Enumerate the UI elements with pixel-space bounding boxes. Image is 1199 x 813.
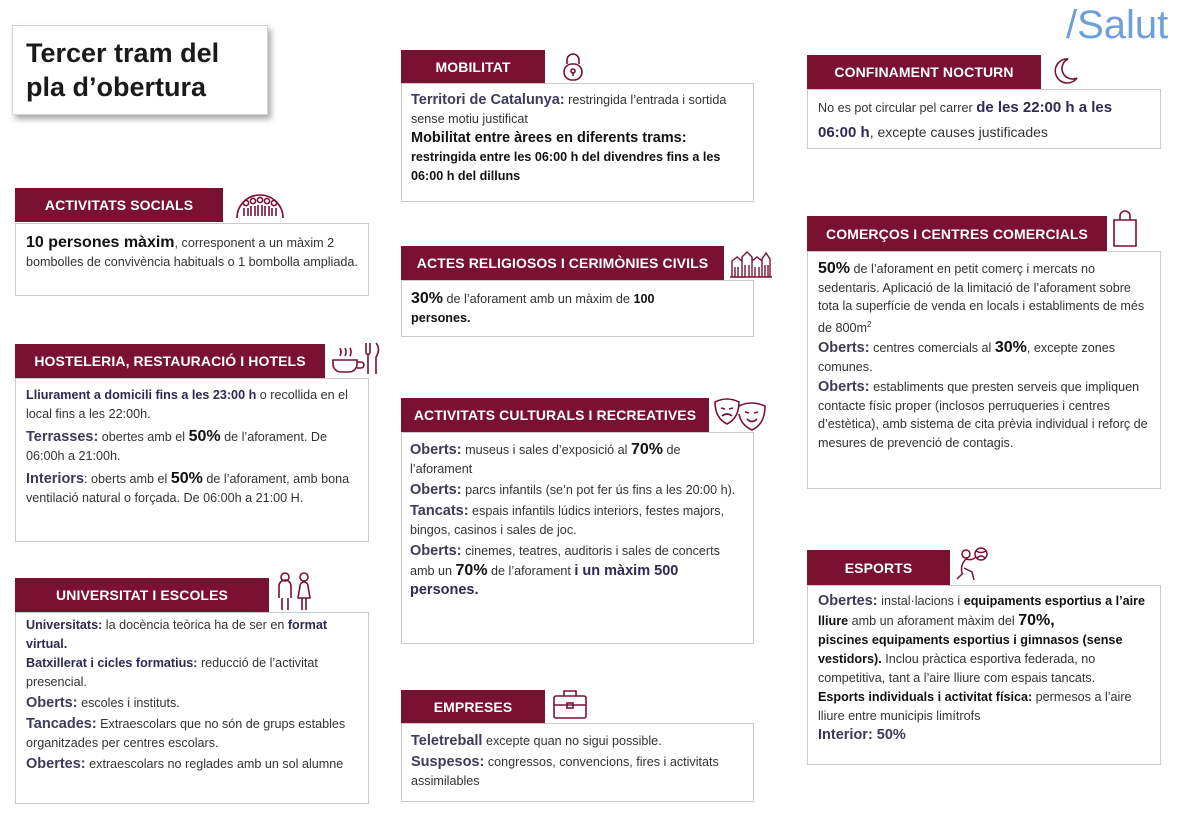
univ-text-5: extraescolars no reglades amb un sol alumne bbox=[85, 757, 344, 771]
univ-label-1: Universitats: bbox=[26, 618, 103, 632]
mobil-strong-3: restringida entre les 06:00 h del divendres fins a les 06:00 h del dilluns bbox=[411, 150, 721, 183]
empr-text-2: congressos, convencions, fires i activitats assimilables bbox=[411, 755, 719, 788]
comer-body bbox=[818, 260, 1151, 452]
cult-pct-1: 70% bbox=[630, 441, 664, 458]
confi-text-1: No es pot circular pel carrer bbox=[818, 101, 977, 115]
comer-label-2: Oberts: bbox=[818, 340, 870, 357]
cult-text-4b: de l’aforament bbox=[487, 564, 575, 578]
univ-text-4: Extraescolars que no són de grups estables organitzades per centres escolars. bbox=[26, 717, 346, 750]
hostel-terraces-pct: 50% bbox=[188, 428, 221, 445]
confi-header: CONFINAMENT NOCTURN bbox=[807, 55, 1041, 89]
hostel-interiors-pct: 50% bbox=[170, 470, 203, 487]
page-title bbox=[26, 36, 219, 104]
comer-text-2: centres comercials al bbox=[869, 341, 995, 356]
hostel-interiors-label: Interiors bbox=[26, 471, 85, 487]
comer-pct-1: 50% bbox=[818, 260, 851, 277]
cult-text-3: espais infantils lúdics interiors, festes majors, bingos, casinos i sales de joc. bbox=[410, 504, 725, 537]
relig-max: 100 bbox=[633, 292, 655, 306]
hostel-terraces-text2: de l’aforament. De 06:00h a 21:00h. bbox=[26, 430, 328, 463]
building-icon bbox=[728, 248, 774, 278]
cult-text-2: parcs infantils (se’n pot fer ús fins a les 20:00 h). bbox=[461, 483, 736, 497]
briefcase-icon bbox=[552, 688, 588, 720]
confi-hours: de les 22:00 h a les 06:00 h bbox=[818, 99, 1113, 141]
empr-label-2: Suspesos: bbox=[411, 754, 485, 770]
shopping-bag-icon bbox=[1110, 208, 1140, 248]
comer-superscript: 2 bbox=[867, 319, 872, 329]
cult-label-2: Oberts: bbox=[410, 482, 462, 498]
esports-pct-1: 70%, bbox=[1018, 612, 1055, 629]
univ-text-1: la docència teòrica ha de ser en bbox=[102, 618, 288, 632]
socials-max: 10 persones màxim bbox=[26, 234, 175, 251]
univ-text-2: reducció de l’activitat presencial. bbox=[26, 656, 318, 689]
univ-label-4: Tancades: bbox=[26, 716, 97, 732]
esports-strong-2: piscines equipaments esportius i gimnasos (sense vestidors). bbox=[818, 633, 1123, 666]
esports-text-2: Inclou pràctica esportiva federada, no competitiva, tant a l’aire lliure com espais tancats. bbox=[818, 652, 1096, 685]
athlete-icon bbox=[954, 546, 990, 582]
cult-body bbox=[410, 440, 744, 600]
comer-header: COMERÇOS I CENTRES COMERCIALS bbox=[807, 216, 1107, 251]
esports-text-3: permesos a l’aire lliure entre municipis limítrofs bbox=[818, 690, 1132, 723]
hostel-terraces-label: Terrasses: bbox=[26, 429, 99, 445]
esports-label-1: Obertes: bbox=[818, 593, 878, 609]
hostel-header: HOSTELERIA, RESTAURACIÓ I HOTELS bbox=[15, 344, 325, 378]
hostel-interiors-text: : oberts amb el bbox=[84, 472, 171, 486]
esports-body bbox=[818, 592, 1153, 745]
socials-body bbox=[26, 233, 361, 272]
comer-pct-2: 30% bbox=[994, 339, 1027, 357]
univ-body bbox=[26, 616, 358, 774]
empr-body bbox=[411, 732, 741, 791]
comer-text-2b: , excepte zones comunes. bbox=[818, 341, 1116, 374]
hostel-terraces-text: obertes amb el bbox=[98, 430, 189, 444]
univ-label-5: Obertes: bbox=[26, 756, 86, 772]
comer-text-3: establiments que presten serveis que impliquen contacte físic proper (inclosos perruqueries i centres d’estètica), amb sistema de cita prèvia individual i reforç de mesures de prevenció de contagis. bbox=[818, 380, 1148, 450]
relig-header: ACTES RELIGIOSOS I CERIMÒNIES CIVILS bbox=[401, 246, 724, 280]
title-box bbox=[12, 25, 268, 115]
esports-interior: Interior: 50% bbox=[818, 727, 906, 743]
univ-label-2: Batxillerat i cicles formatius: bbox=[26, 656, 198, 670]
comer-text-1: de l’aforament en petit comerç i mercats no sedentaris. Aplicació de la limitació de l’aforament sobre tota la superfície de venda en locals i establiments de més de 800m bbox=[818, 262, 1145, 335]
confi-text-2: , excepte causes justificades bbox=[869, 124, 1048, 140]
empr-label-1: Teletreball bbox=[411, 733, 483, 749]
cult-text-1: museus i sales d’exposició al bbox=[461, 443, 631, 457]
cult-text-4: cinemes, teatres, auditoris i sales de concerts amb un bbox=[410, 544, 720, 578]
empr-header: EMPRESES bbox=[401, 690, 545, 723]
esports-header: ESPORTS bbox=[807, 550, 950, 585]
theatre-masks-icon bbox=[712, 394, 768, 434]
mobil-strong-2: Mobilitat entre àrees en diferents trams: bbox=[411, 130, 687, 146]
group-icon bbox=[234, 190, 286, 220]
univ-strong-1: format virtual. bbox=[26, 618, 328, 651]
cult-pct-4: 70% bbox=[455, 562, 488, 579]
title-line-2: pla d’obertura bbox=[26, 72, 207, 102]
socials-header: ACTIVITATS SOCIALS bbox=[15, 188, 223, 222]
relig-text: de l’aforament amb un màxim de bbox=[443, 292, 634, 306]
univ-header: UNIVERSITAT I ESCOLES bbox=[15, 578, 269, 612]
empr-text-1: excepte quan no sigui possible. bbox=[482, 734, 662, 748]
padlock-icon bbox=[562, 52, 584, 82]
esports-text-1: instal·lacions i bbox=[877, 594, 964, 608]
mobil-text-1: restringida l’entrada i sortida sense motiu justificat bbox=[411, 93, 727, 126]
cult-text-1b: de l’aforament bbox=[410, 443, 681, 476]
cult-label-3: Tancats: bbox=[410, 503, 469, 519]
mobil-header: MOBILITAT bbox=[401, 50, 545, 83]
cult-label-1: Oberts: bbox=[410, 442, 462, 458]
esports-strong-3: Esports individuals i activitat física: bbox=[818, 690, 1033, 704]
relig-body bbox=[411, 289, 741, 328]
hostel-body bbox=[26, 386, 358, 508]
cult-strong-4: i un màxim 500 persones. bbox=[410, 563, 679, 598]
restaurant-icon bbox=[330, 340, 384, 376]
cult-label-4: Oberts: bbox=[410, 543, 462, 559]
comer-label-3: Oberts: bbox=[818, 379, 870, 396]
family-icon bbox=[274, 570, 316, 612]
hostel-delivery-text: o recollida en el local fins a les 22:00h. bbox=[26, 388, 348, 421]
confi-body bbox=[818, 95, 1153, 145]
cult-header: ACTIVITATS CULTURALS I RECREATIVES bbox=[401, 398, 709, 432]
hostel-delivery: Lliurament a domicili fins a les 23:00 h bbox=[26, 388, 257, 402]
relig-pct: 30% bbox=[411, 290, 444, 307]
relig-persons: persones. bbox=[411, 311, 471, 325]
mobil-label-1: Territori de Catalunya: bbox=[411, 92, 565, 108]
hostel-interiors-text2: de l’aforament, amb bona ventilació natural o forçada. De 06:00h a 21:00 H. bbox=[26, 472, 350, 505]
esports-strong-1: equipaments esportius a l’aire lliure bbox=[818, 594, 1146, 628]
title-line-1: Tercer tram del bbox=[26, 38, 220, 68]
univ-label-3: Oberts: bbox=[26, 695, 78, 711]
univ-text-3: escoles i instituts. bbox=[77, 696, 180, 710]
mobil-body bbox=[411, 91, 741, 186]
moon-icon bbox=[1050, 56, 1080, 86]
esports-text-1b: amb un aforament màxim del bbox=[848, 614, 1019, 628]
socials-text: , corresponent a un màxim 2 bombolles de convivència habituals o 1 bombolla ampliada. bbox=[26, 236, 358, 269]
brand-logo: /Salut bbox=[1066, 3, 1169, 47]
